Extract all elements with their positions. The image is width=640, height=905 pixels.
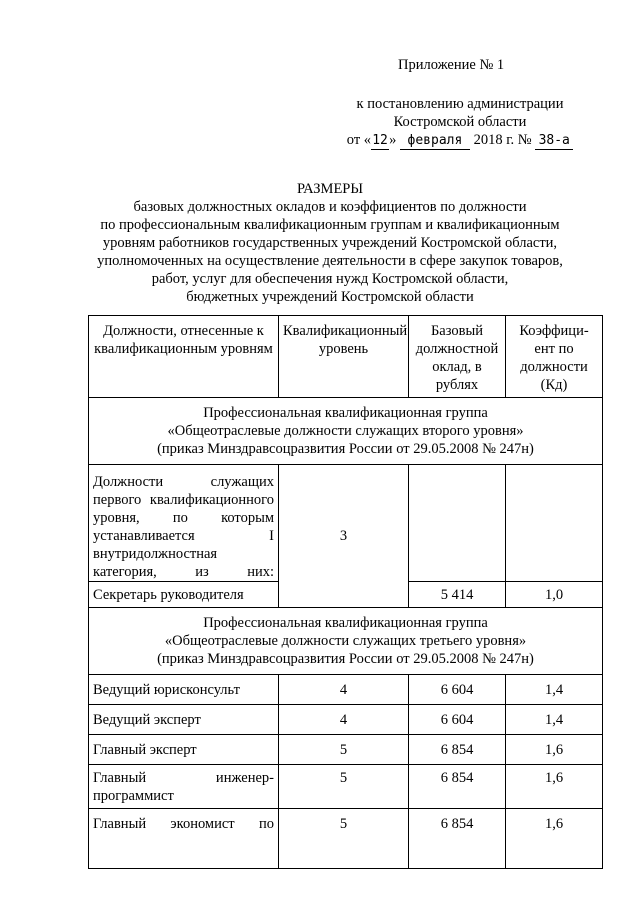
salary-cell: 5 414 [409, 582, 506, 608]
group-row [89, 608, 603, 675]
date-mid: » [389, 132, 397, 148]
salary-cell: 6 854 [409, 765, 506, 809]
region-line: Костромской области [393, 114, 527, 130]
coef-cell: 1,0 [506, 582, 603, 608]
header-level: Квалификационный уровень [279, 316, 409, 398]
title-line: работ, услуг для обеспечения нужд Костромской области, [151, 271, 509, 287]
table-header-row [89, 316, 603, 398]
group-title-line: (приказ Минздравсоцразвития России от 29.05.2008 № 247н) [157, 441, 534, 457]
date-prefix: от « [346, 132, 372, 148]
salary-table [88, 315, 603, 869]
position-cell: Главный экономист по [89, 809, 279, 869]
position-cell: Главный эксперт [89, 735, 279, 765]
group-title [89, 608, 603, 675]
header-coef: Коэффици-ент по должности (Кд) [506, 316, 603, 398]
table-row [89, 675, 603, 705]
position-cell: Ведущий эксперт [89, 705, 279, 735]
resolution-line: к постановлению администрации [356, 96, 564, 112]
coef-cell: 1,6 [506, 809, 603, 869]
header-salary: Базовый должностной оклад, в рублях [409, 316, 506, 398]
position-cell: Должности служащих первого квалификационного уровня, по которым устанавливается I внутридолжностная категория, из них: [89, 465, 279, 582]
position-cell: Ведущий юрисконсульт [89, 675, 279, 705]
header-position: Должности, отнесенные к квалификационным уровням [89, 316, 279, 398]
date-line [320, 131, 600, 150]
level-cell: 5 [279, 735, 409, 765]
date-day: 12 [372, 133, 388, 148]
table-row [89, 809, 603, 869]
title-line: уровням работников государственных учреждений Костромской области, [102, 235, 558, 251]
table-row [89, 705, 603, 735]
salary-cell: 6 604 [409, 675, 506, 705]
title-line: бюджетных учреждений Костромской области [186, 289, 474, 305]
table-row [89, 765, 603, 809]
salary-cell: 6 854 [409, 735, 506, 765]
position-cell: Главный инженер-программист [89, 765, 279, 809]
group-title-line: «Общеотраслевые должности служащих третьего уровня» [164, 633, 527, 649]
group-title-line: Профессиональная квалификационная группа [203, 615, 488, 631]
title-line: по профессиональным квалификационным группам и квалификационным [100, 217, 560, 233]
salary-cell [409, 465, 506, 582]
salary-cell: 6 604 [409, 705, 506, 735]
document-heading: РАЗМЕРЫ [296, 181, 364, 197]
group-row [89, 398, 603, 465]
level-cell: 3 [279, 465, 409, 608]
level-cell: 5 [279, 765, 409, 809]
date-year: 2018 г. № [473, 132, 532, 148]
date-month: февраля [400, 133, 470, 150]
appendix-number: Приложение № 1 [398, 57, 505, 73]
title-line: уполномоченных на осуществление деятельности в сфере закупок товаров, [97, 253, 563, 269]
salary-cell: 6 854 [409, 809, 506, 869]
position-cell: Секретарь руководителя [89, 582, 279, 608]
coef-cell: 1,4 [506, 675, 603, 705]
group-title-line: «Общеотраслевые должности служащих второго уровня» [167, 423, 524, 439]
doc-number: 38-а [535, 133, 573, 150]
title-line: базовых должностных окладов и коэффициентов по должности [133, 199, 527, 215]
group-title [89, 398, 603, 465]
level-cell: 4 [279, 705, 409, 735]
coef-cell: 1,4 [506, 705, 603, 735]
table-row [89, 465, 603, 582]
group-title-line: (приказ Минздравсоцразвития России от 29.05.2008 № 247н) [157, 651, 534, 667]
coef-cell: 1,6 [506, 735, 603, 765]
coef-cell: 1,6 [506, 765, 603, 809]
coef-cell [506, 465, 603, 582]
level-cell: 5 [279, 809, 409, 869]
group-title-line: Профессиональная квалификационная группа [203, 405, 488, 421]
table-row [89, 735, 603, 765]
level-cell: 4 [279, 675, 409, 705]
